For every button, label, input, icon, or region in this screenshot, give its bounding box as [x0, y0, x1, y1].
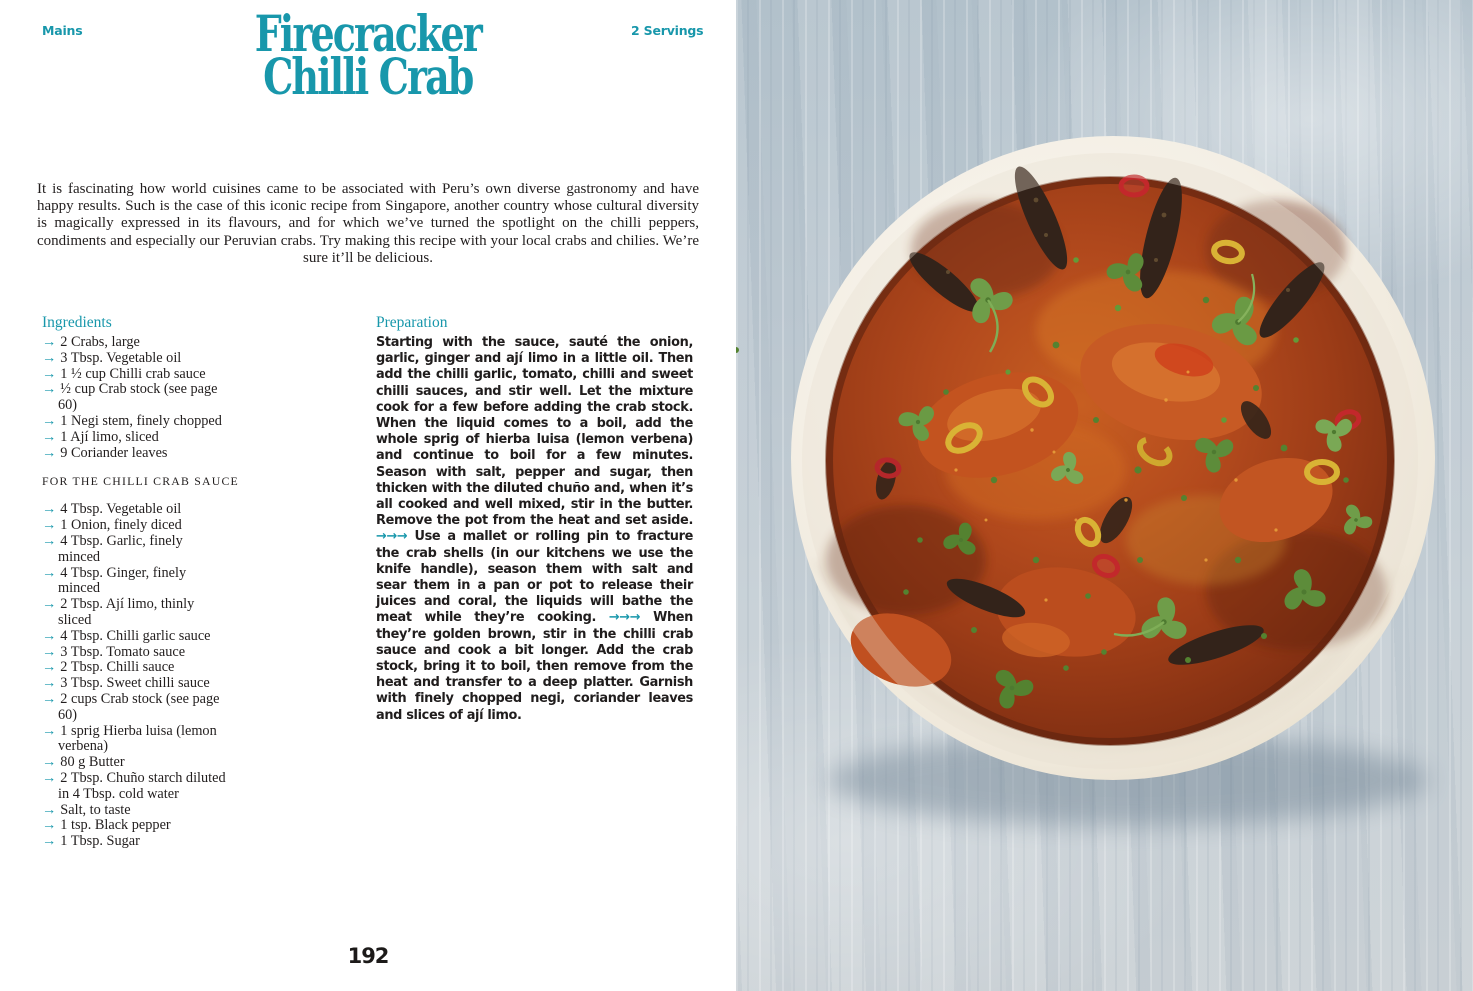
- arrow-bullet: →: [42, 444, 57, 461]
- arrow-bullet: →: [42, 817, 57, 834]
- servings-label: 2 Servings: [631, 23, 704, 38]
- ingredients-list: [42, 335, 228, 461]
- arrow-bullet: →: [42, 690, 57, 707]
- arrow-bullet: →: [42, 428, 57, 445]
- arrow-bullet: →: [42, 517, 57, 534]
- arrow-bullet: →: [42, 643, 57, 660]
- intro-paragraph: It is fascinating how world cuisines came to be associated with Peru’s own diverse gastronomy and have happy results. Such is the case of this iconic recipe from Singapore, another country whose cultural diversity is magically expressed in its flavours, and for which we’ve turned the spotlight on the chilli peppers, condiments and especially our Peruvian crabs. Try making this recipe with your local crabs and chilies. We’re sure it’ll be delicious.: [37, 181, 699, 266]
- arrow-bullet: →: [42, 833, 57, 850]
- arrow-bullet: →: [42, 722, 57, 739]
- arrow-bullet: →: [42, 532, 57, 549]
- ingredient-item: → 3 Tbsp. Sweet chilli sauce: [42, 675, 210, 692]
- arrow-bullet: →: [42, 675, 57, 692]
- arrow-bullet: →: [42, 627, 57, 644]
- arrow-bullet: →: [42, 412, 57, 429]
- sauce-subheading: FOR THE CHILLI CRAB SAUCE: [42, 474, 239, 489]
- arrow-bullet: →: [42, 501, 57, 518]
- category-label: Mains: [42, 23, 83, 38]
- arrow-bullet: →: [42, 564, 57, 581]
- ingredient-item: → 4 Tbsp. Garlic, finely minced: [42, 532, 183, 565]
- ingredient-item: → 3 Tbsp. Tomato sauce: [42, 643, 186, 660]
- dish-photo-illustration: [736, 0, 1473, 991]
- ingredient-item: → 2 cups Crab stock (see page 60): [42, 690, 220, 723]
- photo-page: [736, 0, 1473, 991]
- arrow-bullet: →: [42, 381, 57, 398]
- preparation-column: [376, 314, 693, 724]
- ingredient-item: → 80 g Butter: [42, 754, 125, 771]
- recipe-page: [0, 0, 736, 991]
- page-number: 192: [347, 944, 389, 968]
- ingredient-item: → 3 Tbsp. Vegetable oil: [42, 349, 182, 366]
- recipe-title-line2: Chilli Crab: [263, 47, 473, 106]
- ingredient-item: → 4 Tbsp. Vegetable oil: [42, 501, 182, 518]
- ingredient-item: → 9 Coriander leaves: [42, 444, 168, 461]
- ingredient-item: → 1 tsp. Black pepper: [42, 817, 171, 834]
- ingredient-item: → 2 Tbsp. Chuño starch diluted in 4 Tbsp. cold water: [42, 769, 226, 802]
- ingredient-item: → 1 Negi stem, finely chopped: [42, 412, 222, 429]
- arrow-bullet: →: [42, 334, 57, 350]
- arrow-bullet: →: [42, 659, 57, 676]
- ingredient-item: → 1 Onion, finely diced: [42, 517, 182, 534]
- ingredient-item: → 1 sprig Hierba luisa (lemon verbena): [42, 722, 217, 755]
- step-separator-arrows: →→→: [376, 529, 415, 545]
- step-separator-arrows: →→→: [596, 610, 654, 626]
- ingredient-item: → Salt, to taste: [42, 801, 131, 818]
- recipe-title: [0, 4, 736, 106]
- arrow-bullet: →: [42, 754, 57, 771]
- sauce-ingredients-list: [42, 502, 228, 850]
- ingredient-item: → 4 Tbsp. Ginger, finely minced: [42, 564, 187, 597]
- ingredient-item: → 1 Tbsp. Sugar: [42, 833, 140, 850]
- recipe-title-line1: Firecracker: [254, 4, 482, 63]
- ingredient-item: → 2 Crabs, large: [42, 334, 140, 350]
- arrow-bullet: →: [42, 801, 57, 818]
- arrow-bullet: →: [42, 349, 57, 366]
- arrow-bullet: →: [42, 596, 57, 613]
- ingredient-item: → 4 Tbsp. Chilli garlic sauce: [42, 627, 211, 644]
- ingredient-item: → 2 Tbsp. Ají limo, thinly sliced: [42, 596, 195, 628]
- ingredient-item: → 2 Tbsp. Chilli sauce: [42, 659, 175, 676]
- arrow-bullet: →: [42, 769, 57, 786]
- chilli-crab-dish: [736, 161, 1394, 745]
- ingredient-item: → 1 Ají limo, sliced: [42, 428, 159, 445]
- ingredient-item: → ½ cup Crab stock (see page 60): [42, 381, 218, 414]
- ingredients-heading: Ingredients: [42, 314, 112, 331]
- ingredients-column: [42, 314, 238, 850]
- preparation-heading: Preparation: [376, 314, 448, 331]
- ingredient-item: → 1 ½ cup Chilli crab sauce: [42, 365, 206, 382]
- preparation-text: Starting with the sauce, sauté the onion, garlic, ginger and ají limo in a little oil. Then add the chilli garlic, tomato, chilli and sweet chilli sauces, and stir well. Let the mixture cook for a few before adding the crab stock. When the liquid comes to a boil, add the whole sprig of hierba luisa (lemon verbena) and continue to boil for a few minutes. Season with salt, pepper and sugar, then thicken with the diluted chuño and, when it’s all cooked and well mixed, stir in the butter. Remove the pot from the heat and set aside. →→→ Use a mallet or rolling pin to fracture the crab shells (in our kitchens we use the knife handle), season them with salt and sear them in a pan or pot to release their juices and coral, the liquids will bathe the meat while they’re cooking. →→→ When they’re golden brown, stir in the chilli crab sauce and cook a bit longer. Add the crab stock, bring it to boil, then remove from the heat and transfer to a deep platter. Garnish with finely chopped negi, coriander leaves and slices of ají limo.: [376, 335, 693, 723]
- arrow-bullet: →: [42, 365, 57, 382]
